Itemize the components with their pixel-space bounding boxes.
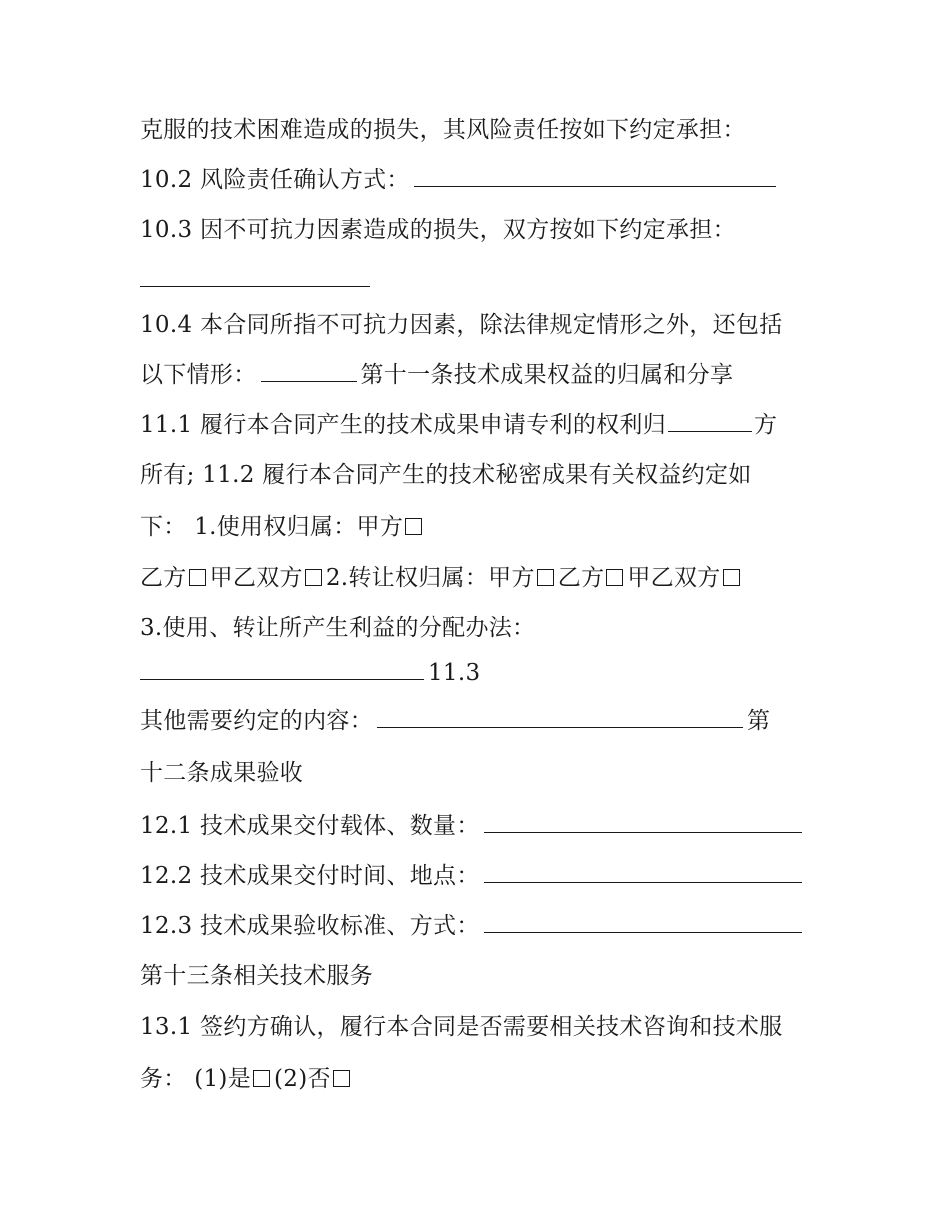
clause-10-3: 10.3 因不可抗力因素造成的损失，双方按如下约定承担： <box>140 217 736 243</box>
clause-13-1: 13.1 签约方确认，履行本合同是否需要相关技术咨询和技术服 <box>140 1014 783 1040</box>
service-yes-label: 务： (1)是 <box>140 1066 251 1092</box>
clause-11-1-text: 11.1 履行本合同产生的技术成果申请专利的权利归 <box>140 412 667 438</box>
clause-10-3-blank-line <box>140 265 374 295</box>
service-options-line <box>140 1064 354 1094</box>
service-no-label: (2)否 <box>274 1066 331 1092</box>
clause-12-1 <box>140 811 806 841</box>
other-content-blank[interactable] <box>377 707 743 728</box>
clause-10-2-text: 10.2 风险责任确认方式： <box>140 167 410 193</box>
clause-10-4-continuation <box>140 360 733 390</box>
acceptance-standard-blank[interactable] <box>484 912 802 933</box>
clause-10-2 <box>140 165 780 195</box>
service-no-checkbox[interactable] <box>333 1070 350 1087</box>
article-12-prefix: 第 <box>747 708 771 734</box>
usage-both-label: 甲乙双方 <box>209 565 303 591</box>
clause-10-4: 10.4 本合同所指不可抗力因素，除法律规定情形之外，还包括 <box>140 312 783 338</box>
usage-party-a-checkbox[interactable] <box>405 518 422 535</box>
profit-distribution-blank[interactable] <box>140 659 424 680</box>
patent-right-owner-blank[interactable] <box>668 411 752 432</box>
article-13-heading: 第十三条相关技术服务 <box>140 963 373 989</box>
ownership-options-line <box>140 563 744 593</box>
transfer-both-checkbox[interactable] <box>723 569 740 586</box>
usage-right-label: 下： 1.使用权归属：甲方 <box>140 514 404 540</box>
other-circumstances-blank[interactable] <box>261 361 357 382</box>
clause-11-3-number: 11.3 <box>428 660 481 686</box>
usage-party-b-checkbox[interactable] <box>189 569 206 586</box>
article-11-heading: 第十一条技术成果权益的归属和分享 <box>360 362 734 388</box>
usage-right-line <box>140 512 426 542</box>
clause-12-3 <box>140 911 806 941</box>
service-yes-checkbox[interactable] <box>253 1070 270 1087</box>
clause-11-1 <box>140 410 777 440</box>
other-content-line <box>140 706 770 736</box>
usage-both-checkbox[interactable] <box>305 569 322 586</box>
profit-distribution-line: 3.使用、转让所产生利益的分配办法： <box>140 615 536 641</box>
delivery-carrier-blank[interactable] <box>484 812 802 833</box>
clause-12-1-text: 12.1 技术成果交付载体、数量： <box>140 813 480 839</box>
transfer-party-a-checkbox[interactable] <box>537 569 554 586</box>
other-circumstances-label: 以下情形： <box>140 362 257 388</box>
transfer-party-b-label: 乙方 <box>557 565 605 591</box>
transfer-party-b-checkbox[interactable] <box>606 569 623 586</box>
transfer-both-label: 甲乙双方 <box>627 565 721 591</box>
article-12-heading: 十二条成果验收 <box>140 760 304 786</box>
clause-10-1-continuation: 克服的技术困难造成的损失，其风险责任按如下约定承担： <box>140 117 746 143</box>
clause-12-2 <box>140 861 806 891</box>
clause-11-2: 所有; 11.2 履行本合同产生的技术秘密成果有关权益约定如 <box>140 462 752 488</box>
force-majeure-loss-blank[interactable] <box>140 266 370 287</box>
clause-12-3-text: 12.3 技术成果验收标准、方式： <box>140 913 480 939</box>
usage-party-b-label: 乙方 <box>140 565 187 591</box>
clause-11-1-suffix: 方 <box>754 412 778 438</box>
transfer-right-label: 2.转让权归属：甲方 <box>325 565 535 591</box>
clause-12-2-text: 12.2 技术成果交付时间、地点： <box>140 863 480 889</box>
profit-distribution-blank-line <box>140 658 480 688</box>
delivery-time-place-blank[interactable] <box>484 862 802 883</box>
other-content-label: 其他需要约定的内容： <box>140 708 373 734</box>
risk-confirmation-blank[interactable] <box>414 166 776 187</box>
